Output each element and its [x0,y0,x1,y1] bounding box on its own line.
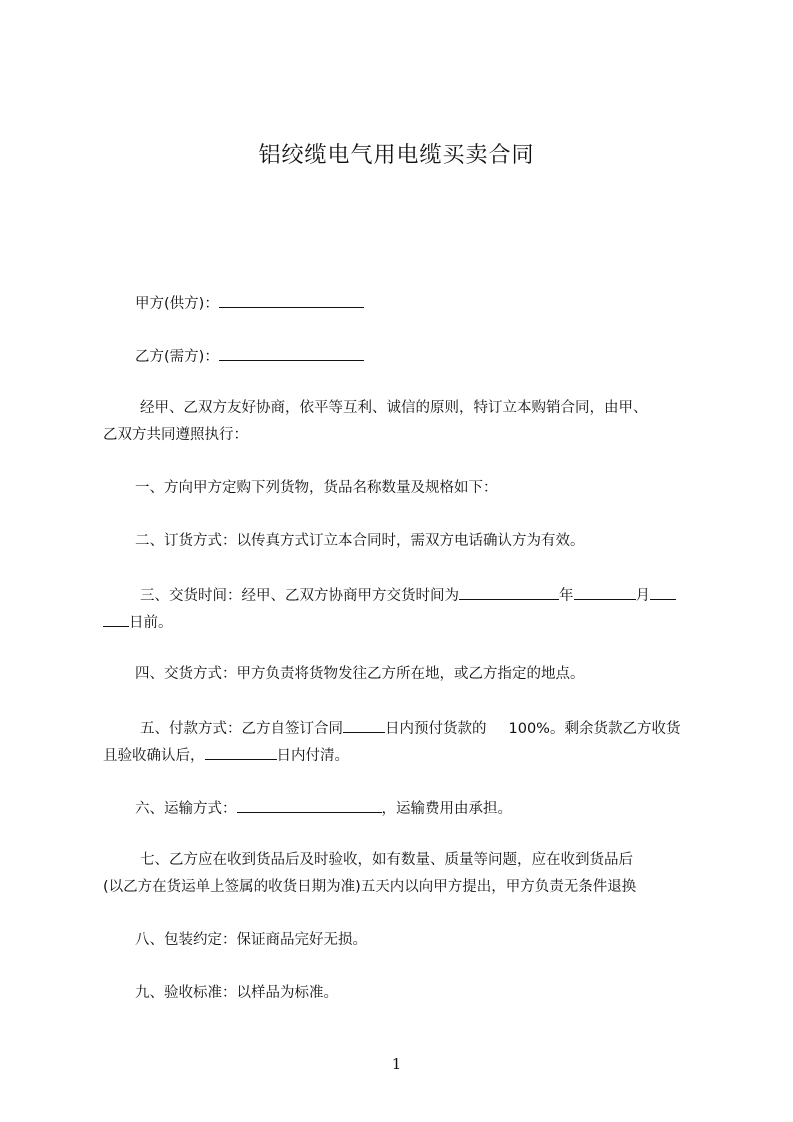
clause-5-mid: 日内预付货款的 [385,721,487,737]
clause-6-suffix: ，运输费用由承担。 [381,801,512,817]
clause-7-line-1: 七、乙方应在收到货品后及时验收，如有数量、质量等问题，应在收到货品后 [140,852,633,868]
clause-5-line-2 [103,744,349,766]
balance-days-blank[interactable] [205,744,277,760]
clause-5-line2-suffix: 日内付清。 [276,748,349,764]
clause-9: 九、验收标准：以样品为标准。 [135,985,338,1001]
party-a-label: 甲方(供方)： [135,296,219,312]
document-title: 铝绞缆电气用电缆买卖合同 [258,143,535,168]
delivery-year-blank[interactable] [459,584,559,600]
clause-1: 一、方向甲方定购下列货物，货品名称数量及规格如下： [135,480,498,496]
preamble-line-1: 经甲、乙双方友好协商，依平等互利、诚信的原则，特订立本购销合同，由甲、 [140,400,648,416]
clause-6 [135,797,512,819]
clause-5-line2-prefix: 且验收确认后， [103,748,205,764]
party-b-line [135,345,364,367]
party-b-label: 乙方(需方)： [135,349,219,365]
transport-method-blank[interactable] [237,797,382,813]
delivery-day-blank-b[interactable] [103,611,129,627]
clause-5-percent: 100% [508,721,550,737]
clause-3-line-2 [103,611,173,633]
clause-3-prefix: 三、交货时间：经甲、乙双方协商甲方交货时间为 [140,588,459,604]
delivery-day-blank-a[interactable] [650,584,676,600]
clause-7-line-2: (以乙方在货运单上签属的收货日期为准)五天内以向甲方提出，甲方负责无条件退换 [103,879,637,895]
clause-6-prefix: 六、运输方式： [135,801,237,817]
clause-5-line-1 [140,717,680,739]
party-a-blank[interactable] [219,292,364,308]
clause-3-year: 年 [559,588,574,604]
clause-3-month: 月 [635,588,650,604]
party-b-blank[interactable] [219,345,364,361]
clause-3-line-1 [140,584,676,606]
delivery-month-blank[interactable] [574,584,636,600]
clause-2: 二、订货方式：以传真方式订立本合同时，需双方电话确认方为有效。 [135,533,585,549]
page-number: 1 [391,1055,402,1073]
clause-5-suffix: 。剩余货款乙方收货 [549,721,681,737]
clause-5-prefix: 五、付款方式：乙方自签订合同 [140,721,343,737]
party-a-line [135,292,364,314]
clause-4: 四、交货方式：甲方负责将货物发往乙方所在地，或乙方指定的地点。 [135,666,585,682]
prepay-days-blank[interactable] [343,717,385,733]
clause-3-day: 日前。 [129,615,173,631]
clause-8: 八、包装约定：保证商品完好无损。 [135,932,367,948]
preamble-line-2: 乙双方共同遵照执行： [103,427,248,443]
